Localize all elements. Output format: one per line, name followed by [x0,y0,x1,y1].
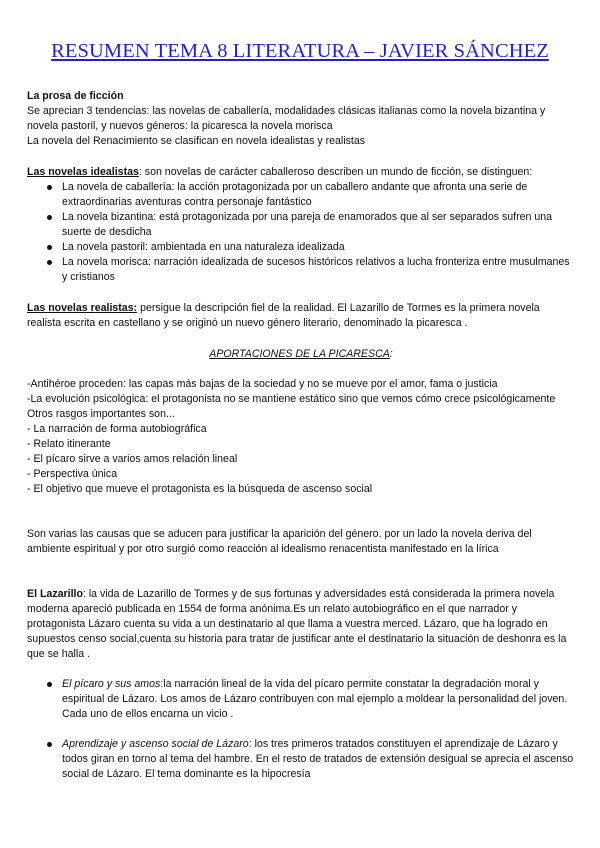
idealistas-intro: : son novelas de carácter caballeroso describen un mundo de ficción, se distinguen: [138,166,533,178]
lazarillo-text: : la vida de Lazarillo de Tormes y de sus fortunas y adversidades está considerada la primera novela moderna apareció publicada en 1554 de forma anónima.Es un relato autobiográfico en el que narrador y protagonista Lázaro cuenta su vida a un destinatario al que llama a vuestra merced. Lázaro, que ha logrado en supuestos censo social,cuenta su historia para tratar de justificar ante el destinatario la situación de deshonra es la que se halla . [27,588,567,660]
prosa-text-2: La novela del Renacimiento se clasifican en novela idealistas y realistas [27,135,366,147]
lazarillo-paragraph [27,587,575,662]
idealistas-list [27,180,575,285]
aportaciones-line: - Relato itinerante [27,438,111,450]
list-item-text: La novela bizantina: está protagonizada por una pareja de enamorados que al ser separados sufren una suerte de desdicha [62,211,553,238]
bullet-icon [47,245,52,250]
list-item [27,210,575,240]
bullet-icon [47,185,52,190]
aportaciones-line: - La narración de forma autobiográfica [27,423,207,435]
list-item [27,240,575,255]
list-item-text: :la narración lineal de la vida del pícaro permite constatar la degradación moral y espiritual de Lázaro. Los amos de Lázaro contribuyen con mal ejemplo a moldear la personalidad del joven. Cada uno de ellos encarna un vicio . [62,678,568,720]
realistas-paragraph [27,301,575,331]
causas-paragraph: Son varias las causas que se aducen para justificar la aparición del género. por un lado la novela deriva del ambiente espiritual y por otro surgió como reacción al idealismo renacentista manifestado en la lírica [27,528,532,555]
idealistas-paragraph [27,165,575,180]
list-item-label: El pícaro y sus amos [62,678,161,690]
list-item-label: Aprendizaje y ascenso social de Lázaro [62,738,249,750]
aportaciones-line: - El pícaro sirve a varios amos relación lineal [27,453,238,465]
aportaciones-line: -La evolución psicológica: el protagonista no se mantiene estático sino que vemos cómo crece psicológicamente [27,393,556,405]
prosa-text-1: Se aprecian 3 tendencias: las novelas de caballería, modalidades clásicas italianas como la novela bizantina y novela pastoril, y nuevos géneros: la picaresca la novela morisca [27,105,546,132]
list-item [27,180,575,210]
list-item-text: La novela pastoril: ambientada en una naturaleza idealizada [62,241,345,253]
bullet-icon [47,260,52,265]
bullet-icon [47,682,52,687]
prosa-heading: La prosa de ficción [27,90,124,102]
realistas-heading: Las novelas realistas: [27,302,138,314]
list-item-text: La novela morisca: narración idealizada de sucesos históricos relativos a lucha fronteriza entre musulmanes y cristianos [62,256,570,283]
list-item-text: La novela de caballería: la acción protagonizada por un caballero andante que afronta una serie de extraordinarias aventuras contra personaje fantástico [62,181,528,208]
aportaciones-colon: : [389,348,393,360]
aportaciones-line: - Perspectiva única [27,468,118,480]
aportaciones-heading: APORTACIONES DE LA PICARESCA [209,348,390,360]
aportaciones-heading-paragraph [27,347,575,362]
list-item-text: : los tres primeros tratados constituyen el aprendizaje de Lázaro y todos giran en torno al tema del hambre. En el resto de tratados de extensión desigual se aprecia el ascenso social de Lázaro. El tema dominante es la hipocresía [62,738,574,780]
lazarillo-list-2 [27,737,575,782]
idealistas-heading: Las novelas idealistas [27,166,139,178]
lazarillo-list [27,677,575,722]
list-item [27,737,575,782]
lazarillo-heading: El Lazarillo [27,588,83,600]
realistas-text: persigue la descripción fiel de la realidad. El Lazarillo de Tormes es la primera novela realista escrita en castellano y se originó un nuevo género literario, denominado la picaresca . [27,302,540,329]
prosa-heading-paragraph [27,89,575,104]
bullet-icon [47,742,52,747]
document-title: RESUMEN TEMA 8 LITERATURA – JAVIER SÁNCHEZ [51,40,549,62]
aportaciones-line: Otros rasgos importantes son... [27,408,175,420]
bullet-icon [47,215,52,220]
aportaciones-line: -Antihéroe proceden: las capas más bajas de la sociedad y no se mueve por el amor, fama o justicia [27,378,498,390]
aportaciones-line: - El objetivo que mueve el protagonista es la búsqueda de ascenso social [27,483,373,495]
list-item [27,677,575,722]
aportaciones-lines [27,377,575,497]
list-item [27,255,575,285]
